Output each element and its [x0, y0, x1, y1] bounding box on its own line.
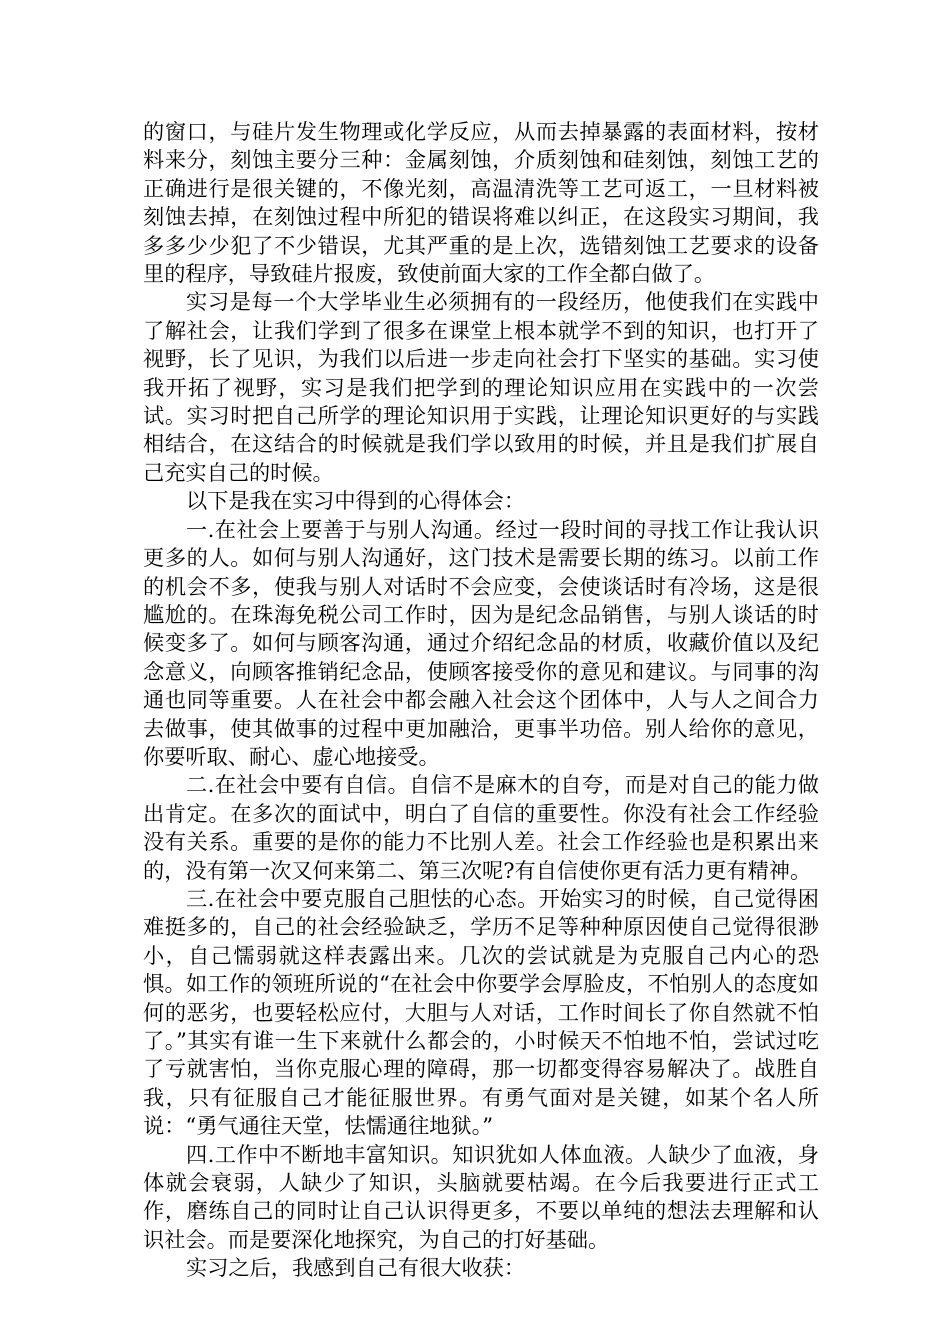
paragraph-insights-intro: 以下是我在实习中得到的心得体会： — [186, 488, 526, 514]
paragraph-internship-meaning: 实习是每一个大学毕业生必须拥有的一段经历，他使我们在实践中了解社会，让我们学到了很多在课堂上根本就学不到的知识，也打开了视野，长了见识，为我们以后进一步走向社会打下坚实的基础。实习使我开拓了视野，实习是我们把学到的理论知识应用在实践中的一次尝试。实习时把自己所学的理论知识用于实践，让理论知识更好的与实践相结合，在这结合的时候就是我们学以致用的时候，并且是我们扩展自己充实自己的时候。 — [143, 289, 819, 485]
document-body — [143, 118, 819, 1283]
paragraph-point-three-overcome-timidity: 三.在社会中要克服自己胆怯的心态。开始实习的时候，自己觉得困难挺多的，自己的社会经验缺乏，学历不足等种种原因使自己觉得很渺小，自己懦弱就这样表露出来。几次的尝试就是为克服自己内心的恐惧。如工作的领班所说的“在社会中你要学会厚脸皮，不怕别人的态度如何的恶劣，也要轻松应付，大胆与人对话，工作时间长了你自然就不怕了。”其实有谁一生下来就什么都会的，小时候天不怕地不怕，尝试过吃了亏就害怕，当你克服心理的障碍，那一切都变得容易解决了。战胜自我，只有征服自己才能征服世界。有勇气面对是关键，如某个名人所说：“勇气通往天堂，怯懦通往地狱。” — [143, 885, 819, 1139]
paragraph-point-one-communication: 一.在社会上要善于与别人沟通。经过一段时间的寻找工作让我认识更多的人。如何与别人沟通好，这门技术是需要长期的练习。以前工作的机会不多，使我与别人对话时不会应变，会使谈话时有冷场，这是很尴尬的。在珠海免税公司工作时，因为是纪念品销售，与别人谈话的时候变多了。如何与顾客沟通，通过介绍纪念品的材质，收藏价值以及纪念意义，向顾客推销纪念品，使顾客接受你的意见和建议。与同事的沟通也同等重要。人在社会中都会融入社会这个团体中，人与人之间合力去做事，使其做事的过程中更加融洽，更事半功倍。别人给你的意见，你要听取、耐心、虚心地接受。 — [143, 516, 819, 769]
paragraph-gains-intro: 实习之后，我感到自己有很大收获： — [186, 1255, 526, 1281]
paragraph-point-four-knowledge: 四.工作中不断地丰富知识。知识犹如人体血液。人缺少了血液，身体就会衰弱，人缺少了知识，头脑就要枯竭。在今后我要进行正式工作，磨练自己的同时让自己认识得更多，不要以单纯的想法去理解和认识社会。而是要深化地探究，为自己的打好基础。 — [143, 1141, 819, 1252]
paragraph-etching-process: 的窗口，与硅片发生物理或化学反应，从而去掉暴露的表面材料，按材料来分，刻蚀主要分三种：金属刻蚀，介质刻蚀和硅刻蚀，刻蚀工艺的正确进行是很关键的，不像光刻，高温清洗等工艺可返工，一旦材料被刻蚀去掉，在刻蚀过程中所犯的错误将难以纠正，在这段实习期间，我多多少少犯了不少错误，尤其严重的是上次，选错刻蚀工艺要求的设备里的程序，导致硅片报废，致使前面大家的工作全都白做了。 — [143, 119, 819, 287]
paragraph-point-two-confidence: 二.在社会中要有自信。自信不是麻木的自夸，而是对自己的能力做出肯定。在多次的面试中，明白了自信的重要性。你没有社会工作经验没有关系。重要的是你的能力不比别人差。社会工作经验也是积累出来的，没有第一次又何来第二、第三次呢?有自信使你更有活力更有精神。 — [143, 772, 819, 883]
